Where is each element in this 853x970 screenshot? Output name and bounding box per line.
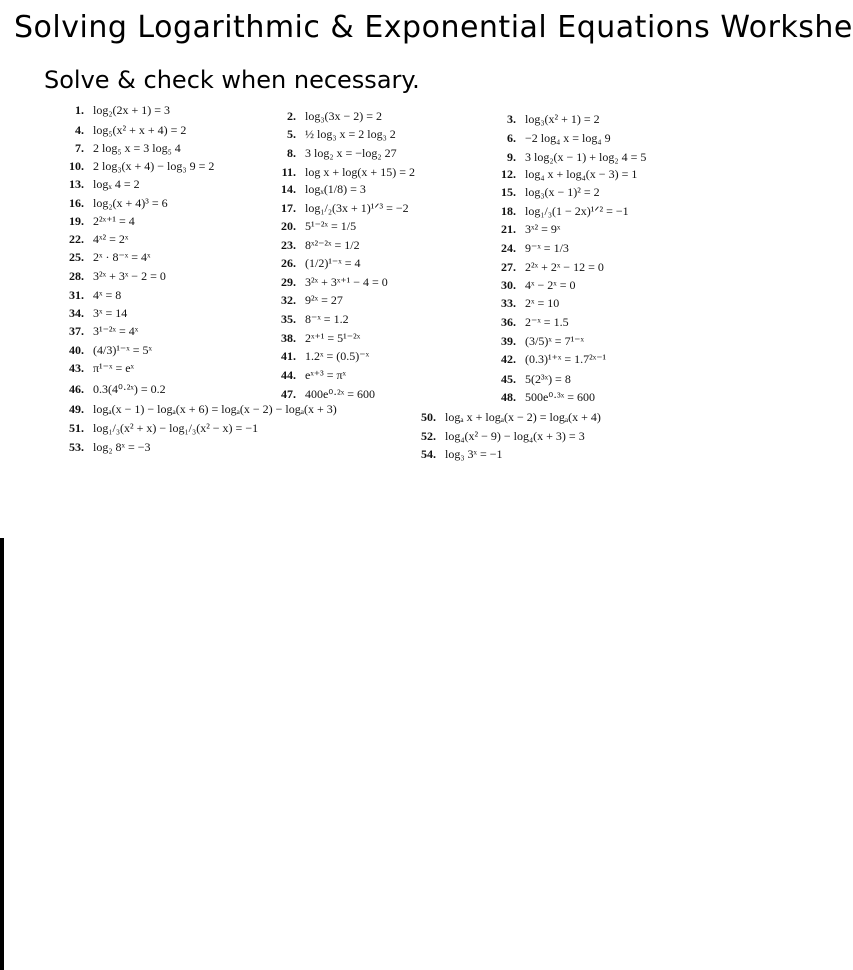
problem-number: 33.	[501, 296, 516, 310]
problem-41	[270, 349, 369, 363]
problem-number: 7.	[75, 141, 84, 155]
problem-equation: 3ˣ = 14	[93, 306, 128, 320]
problem-number: 26.	[281, 256, 296, 270]
problem-equation: log₂(2x + 1) = 3	[93, 103, 171, 117]
problem-18	[490, 204, 629, 218]
problem-54	[410, 447, 503, 461]
problem-16	[58, 196, 168, 210]
problem-number: 3.	[507, 112, 516, 126]
problem-number: 13.	[69, 177, 84, 191]
problem-39	[490, 334, 584, 348]
problem-equation: 9⁻ˣ = 1/3	[525, 241, 569, 255]
problem-equation: 3 log₂(x − 1) + log₂ 4 = 5	[525, 150, 647, 164]
problem-28	[58, 269, 166, 283]
problem-36	[490, 315, 569, 329]
problem-number: 30.	[501, 278, 516, 292]
problem-42	[490, 352, 606, 366]
problem-number: 24.	[501, 241, 516, 255]
problem-equation: log₃(x − 1)² = 2	[525, 185, 600, 199]
problem-equation: 5(2³ˣ) = 8	[525, 372, 571, 386]
problem-equation: 3ˣ² = 9ˣ	[525, 222, 561, 236]
problem-8	[270, 146, 397, 160]
problem-number: 48.	[501, 390, 516, 404]
problem-29	[270, 275, 388, 289]
problem-24	[490, 241, 569, 255]
problem-number: 11.	[281, 165, 296, 179]
problem-40	[58, 343, 152, 357]
problem-number: 19.	[69, 214, 84, 228]
problem-equation: 8⁻ˣ = 1.2	[305, 312, 349, 326]
problem-number: 22.	[69, 232, 84, 246]
problem-equation: log₄ x + log₄(x − 3) = 1	[525, 167, 638, 181]
problem-equation: log₅(x² + x + 4) = 2	[93, 123, 187, 137]
worksheet-instructions: Solve & check when necessary.	[44, 66, 420, 94]
problem-51	[58, 421, 258, 435]
problem-9	[490, 150, 646, 164]
problem-number: 2.	[287, 109, 296, 123]
problem-25	[58, 250, 151, 264]
problem-53	[58, 440, 151, 454]
problem-50	[410, 410, 601, 424]
problem-equation: log₁/₃(1 − 2x)¹ᐟ² = −1	[525, 204, 629, 218]
problem-number: 29.	[281, 275, 296, 289]
problem-14	[270, 182, 366, 196]
problem-number: 53.	[69, 440, 84, 454]
problem-equation: 400e⁰·²ˣ = 600	[305, 387, 375, 401]
problem-26	[270, 256, 361, 270]
problem-11	[270, 165, 415, 179]
problem-equation: (3/5)ˣ = 7¹⁻ˣ	[525, 334, 584, 348]
problem-number: 10.	[69, 159, 84, 173]
problem-number: 9.	[507, 150, 516, 164]
problem-number: 25.	[69, 250, 84, 264]
problem-number: 44.	[281, 368, 296, 382]
problem-equation: log₁/₃(x² + x) − log₁/₃(x² − x) = −1	[93, 421, 259, 435]
problem-equation: 2 log₅ x = 3 log₅ 4	[93, 141, 181, 155]
problem-number: 31.	[69, 288, 84, 302]
problem-7	[58, 141, 181, 155]
problem-4	[58, 123, 186, 137]
problem-number: 14.	[281, 182, 296, 196]
problem-27	[490, 260, 604, 274]
problem-number: 8.	[287, 146, 296, 160]
problem-number: 6.	[507, 131, 516, 145]
problem-equation: log₂ 8ˣ = −3	[93, 440, 151, 454]
problem-37	[58, 324, 138, 338]
problem-equation: 2²ˣ + 2ˣ − 12 = 0	[525, 260, 604, 274]
problem-number: 28.	[69, 269, 84, 283]
problem-1	[58, 103, 170, 117]
problem-equation: (0.3)¹⁺ˣ = 1.7²ˣ⁻¹	[525, 352, 607, 366]
problem-12	[490, 167, 637, 181]
problem-21	[490, 222, 560, 236]
problem-number: 12.	[501, 167, 516, 181]
problem-13	[58, 177, 140, 191]
problem-equation: −2 log₄ x = log₄ 9	[525, 131, 611, 145]
problem-equation: (4/3)¹⁻ˣ = 5ˣ	[93, 343, 152, 357]
problem-number: 20.	[281, 219, 296, 233]
problem-30	[490, 278, 575, 292]
problem-equation: 3²ˣ + 3ˣ⁺¹ − 4 = 0	[305, 275, 388, 289]
problem-equation: log₃(x² + 1) = 2	[525, 112, 600, 126]
problem-number: 32.	[281, 293, 296, 307]
problem-number: 45.	[501, 372, 516, 386]
problem-47	[270, 387, 375, 401]
problem-equation: log₁/₂(3x + 1)¹ᐟ³ = −2	[305, 201, 409, 215]
problem-35	[270, 312, 349, 326]
problem-23	[270, 238, 360, 252]
problem-equation: 3²ˣ + 3ˣ − 2 = 0	[93, 269, 166, 283]
problem-3	[490, 112, 600, 126]
problem-2	[270, 109, 382, 123]
problem-equation: 4ˣ − 2ˣ = 0	[525, 278, 576, 292]
problem-number: 41.	[281, 349, 296, 363]
problem-number: 49.	[69, 402, 84, 416]
problem-number: 50.	[421, 410, 436, 424]
problem-equation: logₐ(x − 1) − logₐ(x + 6) = logₐ(x − 2) − logₐ(x + 3)	[93, 402, 337, 416]
problem-number: 52.	[421, 429, 436, 443]
problem-equation: log₃(3x − 2) = 2	[305, 109, 383, 123]
problem-equation: 2²ˣ⁺¹ = 4	[93, 214, 135, 228]
problem-34	[58, 306, 127, 320]
problem-equation: ½ log₃ x = 2 log₃ 2	[305, 127, 396, 141]
problem-equation: π¹⁻ˣ = eˣ	[93, 361, 135, 375]
problem-equation: 2ˣ⁺¹ = 5¹⁻²ˣ	[305, 331, 361, 345]
worksheet-title: Solving Logarithmic & Exponential Equations Workshe	[14, 10, 853, 45]
problem-number: 23.	[281, 238, 296, 252]
problem-number: 38.	[281, 331, 296, 345]
problem-number: 18.	[501, 204, 516, 218]
problem-equation: 1.2ˣ = (0.5)⁻ˣ	[305, 349, 370, 363]
problem-equation: 0.3(4⁰·²ˣ) = 0.2	[93, 382, 166, 396]
problem-number: 5.	[287, 127, 296, 141]
problem-equation: 9²ˣ = 27	[305, 293, 343, 307]
problem-number: 1.	[75, 103, 84, 117]
problem-number: 16.	[69, 196, 84, 210]
problem-equation: 2⁻ˣ = 1.5	[525, 315, 569, 329]
problem-equation: 8ˣ²⁻²ˣ = 1/2	[305, 238, 360, 252]
problem-number: 42.	[501, 352, 516, 366]
problem-17	[270, 201, 409, 215]
problem-equation: logₓ(1/8) = 3	[305, 182, 366, 196]
problem-number: 47.	[281, 387, 296, 401]
problem-number: 43.	[69, 361, 84, 375]
problem-equation: 3¹⁻²ˣ = 4ˣ	[93, 324, 139, 338]
problem-equation: 4ˣ² = 2ˣ	[93, 232, 129, 246]
problem-6	[490, 131, 611, 145]
problem-equation: (1/2)¹⁻ˣ = 4	[305, 256, 361, 270]
problem-number: 27.	[501, 260, 516, 274]
problem-number: 46.	[69, 382, 84, 396]
problem-equation: 5¹⁻²ˣ = 1/5	[305, 219, 357, 233]
problem-equation: 500e⁰·³ˣ = 600	[525, 390, 595, 404]
problem-number: 15.	[501, 185, 516, 199]
problem-number: 39.	[501, 334, 516, 348]
problem-equation: logₓ 4 = 2	[93, 177, 140, 191]
problem-number: 17.	[281, 201, 296, 215]
problem-number: 4.	[75, 123, 84, 137]
problem-22	[58, 232, 128, 246]
problem-52	[410, 429, 585, 443]
problem-equation: 2ˣ · 8⁻ˣ = 4ˣ	[93, 250, 151, 264]
problem-49	[58, 402, 337, 416]
problem-38	[270, 331, 360, 345]
problem-46	[58, 382, 166, 396]
problem-number: 36.	[501, 315, 516, 329]
problem-equation: 3 log₂ x = −log₂ 27	[305, 146, 397, 160]
problem-48	[490, 390, 595, 404]
problem-43	[58, 361, 134, 375]
problem-equation: log₂(x + 4)³ = 6	[93, 196, 168, 210]
problem-number: 54.	[421, 447, 436, 461]
problem-number: 35.	[281, 312, 296, 326]
problem-10	[58, 159, 214, 173]
problem-15	[490, 185, 600, 199]
problem-equation: log x + log(x + 15) = 2	[305, 165, 415, 179]
problem-32	[270, 293, 343, 307]
problem-number: 34.	[69, 306, 84, 320]
problem-20	[270, 219, 356, 233]
scan-edge-bar	[0, 538, 4, 970]
problem-equation: log₄(x² − 9) − log₄(x + 3) = 3	[445, 429, 585, 443]
problem-number: 40.	[69, 343, 84, 357]
problem-equation: 4ˣ = 8	[93, 288, 122, 302]
problem-45	[490, 372, 571, 386]
problem-equation: log₃ 3ˣ = −1	[445, 447, 503, 461]
problem-equation: logₐ x + logₐ(x − 2) = logₐ(x + 4)	[445, 410, 601, 424]
problem-equation: 2ˣ = 10	[525, 296, 560, 310]
problem-5	[270, 127, 396, 141]
problem-44	[270, 368, 346, 382]
problem-equation: eˣ⁺³ = πˣ	[305, 368, 347, 382]
problem-31	[58, 288, 121, 302]
problem-number: 21.	[501, 222, 516, 236]
problem-33	[490, 296, 559, 310]
problem-equation: 2 log₃(x + 4) − log₃ 9 = 2	[93, 159, 215, 173]
problem-19	[58, 214, 135, 228]
problem-number: 37.	[69, 324, 84, 338]
problem-number: 51.	[69, 421, 84, 435]
